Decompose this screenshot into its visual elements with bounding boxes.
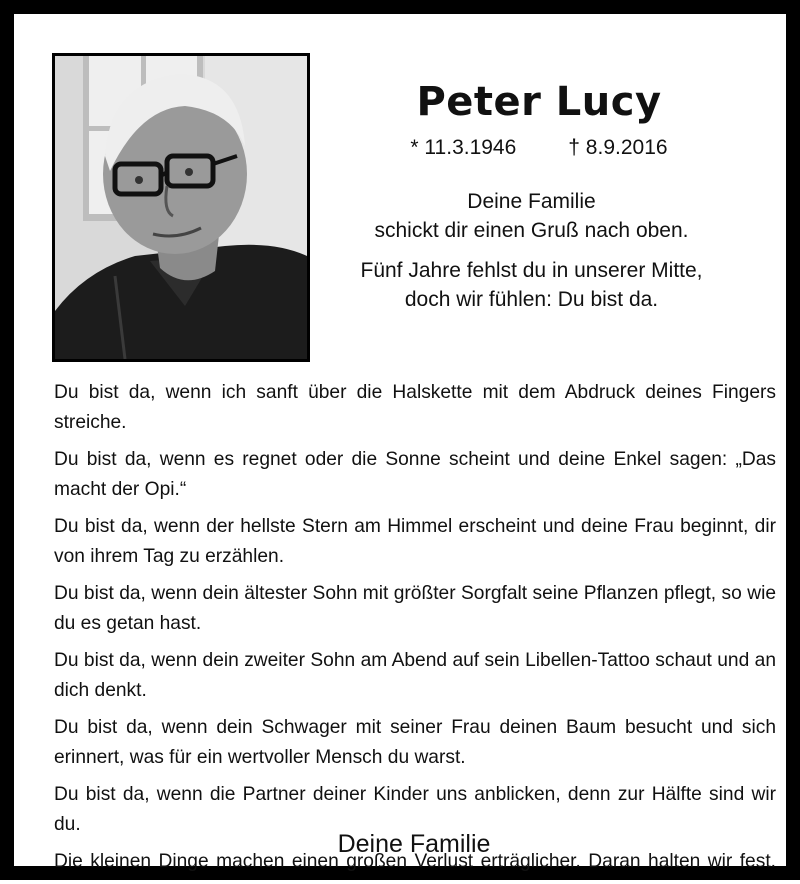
text-paragraph: Du bist da, wenn der hellste Stern am Himmel erscheint und deine Frau beginnt, dir von ihrem Tag zu erzählen. <box>54 516 776 567</box>
motto-verse <box>269 256 794 314</box>
text-paragraph: Du bist da, wenn dein Schwager mit seiner Frau deinen Baum besucht und sich erinnert, was für ein wertvoller Mensch du warst. <box>54 717 776 768</box>
text-paragraph: Du bist da, wenn die Partner deiner Kinder uns anblicken, denn zur Hälfte sind wir du. <box>54 784 776 835</box>
text-paragraph: Die kleinen Dinge machen einen großen Verlust erträglicher. Daran halten wir fest. <box>54 851 776 872</box>
motto-verse <box>269 187 794 245</box>
birth-date: * 11.3.1946 <box>410 136 517 159</box>
obituary-text <box>54 378 776 884</box>
motto <box>269 187 794 314</box>
motto-line: doch wir fühlen: Du bist da. <box>404 288 659 311</box>
motto-line: Deine Familie <box>467 190 596 213</box>
death-date: † 8.9.2016 <box>568 136 668 159</box>
text-paragraph: Du bist da, wenn ich sanft über die Halskette mit dem Abdruck deines Fingers streiche. <box>54 382 776 433</box>
text-paragraph: Du bist da, wenn dein ältester Sohn mit größter Sorgfalt seine Pflanzen pflegt, so wie du es getan hast. <box>54 583 776 634</box>
life-dates <box>284 134 794 162</box>
text-paragraph: Du bist da, wenn dein zweiter Sohn am Abend auf sein Libellen-Tattoo schaut und an dich denkt. <box>54 650 776 701</box>
deceased-name: Peter Lucy <box>416 79 662 125</box>
motto-line: Fünf Jahre fehlst du in unserer Mitte, <box>360 259 703 282</box>
text-paragraph: Du bist da, wenn es regnet oder die Sonne scheint und deine Enkel sagen: „Das macht der Opi.“ <box>54 449 776 500</box>
header <box>314 74 794 325</box>
motto-line: schickt dir einen Gruß nach oben. <box>374 219 689 242</box>
signature: Deine Familie <box>337 830 491 858</box>
